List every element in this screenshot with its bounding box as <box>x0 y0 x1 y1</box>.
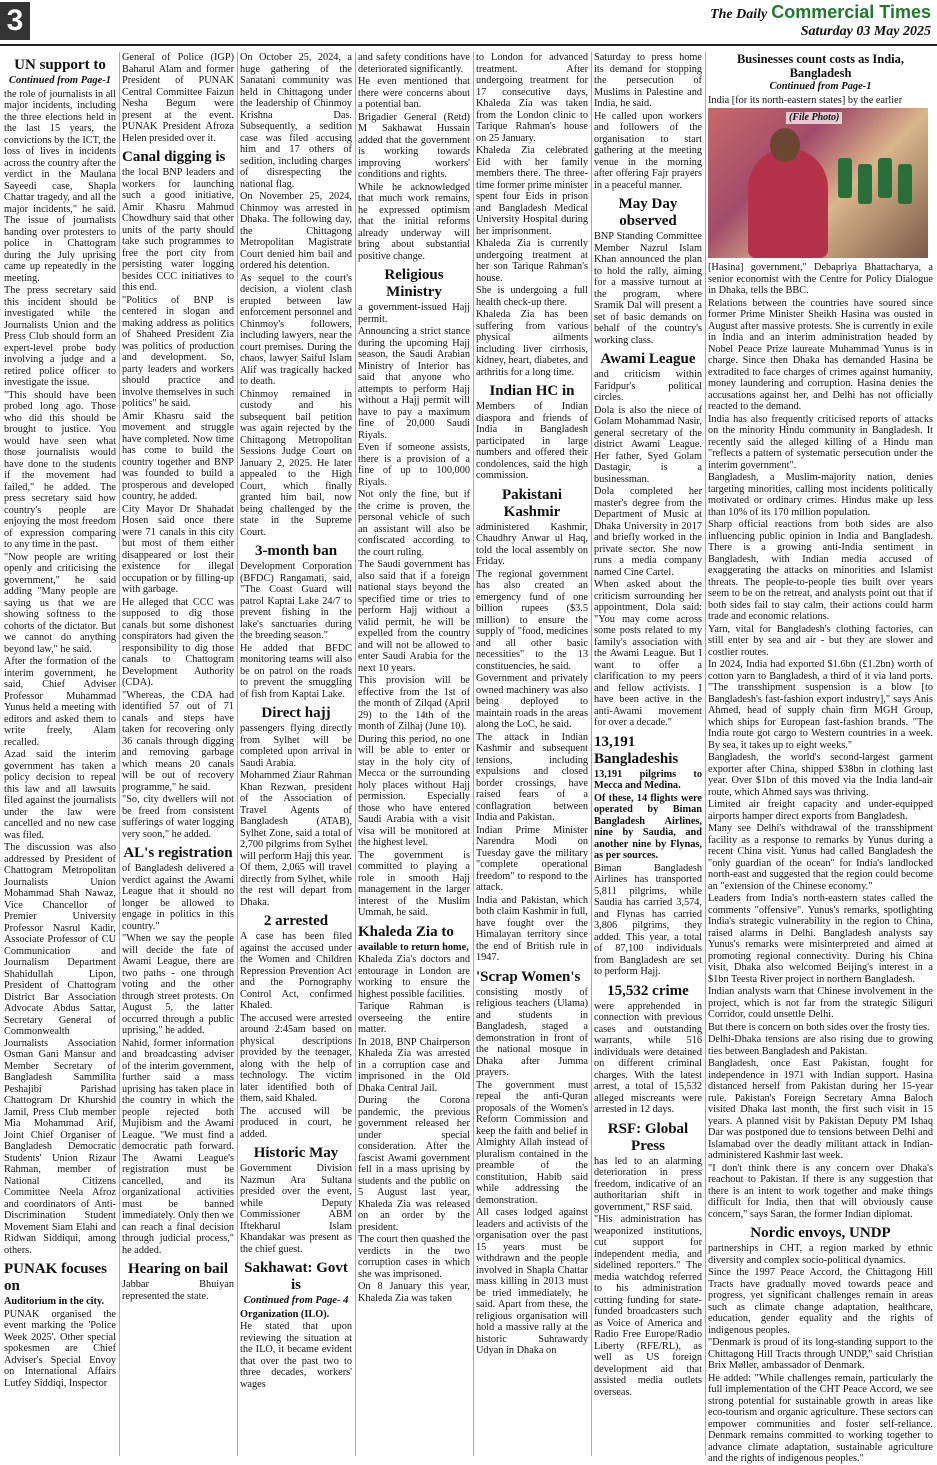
lead-line: Of these, 14 flights were operated by Biman Bangladesh Airlines, nine by Saudia, and another nine by Flynas, as per sources. <box>594 792 702 861</box>
paragraph: Indian analysts warn that Chinese involvement in the project, which is not far from the strategic Siliguri Corridor, could unsettle Delhi. <box>708 986 933 1020</box>
paragraph: The accused were arrested around 2:45am based on physical descriptions provided by the teenager, along with the help of technology. The victim later identified both of them, said Khaled. <box>240 1012 352 1104</box>
paragraph: Not only the fine, but if the crime is proven, the personal vehicle of such an assistant will also be confiscated according to the court ruling. <box>358 489 470 558</box>
yarn-spool <box>838 158 852 198</box>
article-photo <box>708 108 928 258</box>
paragraph: Announcing a strict stance during the upcoming Hajj season, the Saudi Arabian Ministry of Interior has said that anyone who attempts to perform Hajj without a Hajj permit will have to pay a maximum fine of 20,000 Saudi Riyals. <box>358 326 470 441</box>
paragraph: administered Kashmir, Chaudhry Anwar ul Haq, told the local assembly on Friday. <box>476 521 588 567</box>
paragraph: Khaleda Zia's doctors and entourage in London are working to ensure the highest possible facilities. <box>358 954 470 1000</box>
paragraph: the role of journalists in all major incidents, including the three elections held in the last 15 years, the convictions by the ICT, the loss of lives in incidents across the country after the verdict in the Maulana Sayeedi case, Shapla Chattar tragedy, and all the major incidents," he said. The issue of journalists handing over protesters to police in Chattogram during the July uprising came up repeatedly in the meeting. <box>4 88 116 284</box>
headline-businesses-count-costs: Businesses count costs as India, Bangladesh <box>736 52 905 80</box>
paragraph: After the formation of the interim government, he said, Chief Adviser Professor Muhammad Yunus held a meeting with editors and asked them to write freely, Alam recalled. <box>4 656 116 748</box>
paragraph: He called upon workers and followers of the organisation to start gathering at the meeting venue in the morning after offering Fajr prayers in a peaceful manner. <box>594 110 702 191</box>
paragraph: passengers flying directly from Sylhet will be completed upon arrival in Saudi Arabia. <box>240 723 352 769</box>
paragraph: In 2024, India had exported $1.6bn (£1.2bn) worth of cotton yarn to Bangladesh, a third of it via land ports. "The transshipment suspension is a blow [to Bangladesh's fast-fashion export industry]," says Anis Ahmed, head of supply chain firm MGH Group, which ships for European fast-fashion brands. "The India route got cargo to Western countries in a week. By sea, it takes up to eight weeks." <box>708 659 933 751</box>
column-divider <box>119 52 120 1456</box>
paragraph: Bangladesh, once East Pakistan, fought for independence in 1971 with Indian support. Hasina distanced herself from Pakistan during her 15-year rule. Pakistan's Foreign Secretary Amna Baloch visited Dhaka last month, the first such visit in 15 years. A planned visit by Pakistan Deputy PM Ishaq Dar was postponed due to tensions between Delhi and Islamabad over the deadly militant attack in Indian-administered Kashmir last week. <box>708 1058 933 1161</box>
headline-hearing-on-bail: Hearing on bail <box>127 1261 228 1277</box>
continued-note: Continued from Page-1 <box>8 75 112 86</box>
paragraph: Biman Bangladesh Airlines has transported 5,811 pilgrims, while Saudia has carried 3,574, and Flynas has carried 3,806 pilgrims, they added. This year, a total of 87,100 individuals from Bangladesh are set to perform Hajj. <box>594 862 702 977</box>
worker-head <box>770 128 800 162</box>
paragraph: Members of Indian diaspora and friends of India in Bangladesh participated in large numbers and offered their condolences, said the high commission. <box>476 401 588 481</box>
paragraph: India [for its north-eastern states] by the earlier <box>708 94 903 106</box>
paragraph: The attack in Indian Kashmir and subsequent tensions, including expulsions and closed border crossings, have raised fears of a conflagration between India and Pakistan. <box>476 731 588 823</box>
paper-title-block <box>710 2 931 40</box>
paragraph: [Hasina] government," Debapriya Bhattacharya, a senior economist with the Centre for Policy Dialogue in Dhaka, tells the BBC. <box>708 262 933 296</box>
yarn-spool <box>898 164 912 204</box>
paragraph: The accused will be produced in court, he added. <box>240 1105 352 1140</box>
lead-line: available to return home, <box>358 941 469 953</box>
paragraph: This provision will be effective from the 1st of the month of Zilqad (April 29) to the 14th of the month of Zilhaj (June 10). <box>358 675 470 732</box>
yarn-spool <box>858 164 872 204</box>
column-5 <box>476 52 588 1456</box>
paragraph: BNP Standing Committee Member Nazrul Islam Khan announced the plan to hold the rally, aiming for a massive turnout at the program, where Sramik Dal will present a set of basic demands on behalf of the country's working class. <box>594 231 702 346</box>
paragraph: Many see Delhi's withdrawal of the transshipment facility as a response to remarks by Yunus during a recent China visit. Yunus had called Bangladesh the "only guardian of the ocean" for India's landlocked north-east and suggested that the region could become an "extension of the Chinese economy." <box>708 823 933 892</box>
paragraph: The press secretary said this incident should be investigated while the Journalists Union and the Press Club should form an expert-level probe body involving a judge and a retired police officer to investigate the issue. <box>4 285 116 388</box>
column-7 <box>708 52 933 1464</box>
headline-2-arrested: 2 arrested <box>263 913 329 929</box>
paragraph: partnerships in CHT, a region marked by ethnic diversity and complex socio-political dynamics. <box>708 1243 933 1266</box>
paragraph: India and Pakistan, which both claim Kashmir in full, have fought over the Himalayan territory since the end of British rule in 1947. <box>476 894 588 963</box>
paragraph: "Whereas, the CDA had identified 57 out of 71 canals and steps have taken for recovering only 36 canals through digging and removing garbage which means 20 canals will be out of recovery programme," he said. <box>122 689 234 793</box>
headline-religious-ministry: Religious Ministry <box>384 267 444 300</box>
headline-3-month-ban: 3-month ban <box>254 543 338 559</box>
paragraph: The Saudi government has also said that if a foreign national stays beyond the specified time or tries to perform Hajj without a valid permit, he will be expelled from the country and will not be allowed to enter Saudi Arabia for the next 10 years. <box>358 559 470 674</box>
column-divider <box>473 52 474 1456</box>
paragraph: On 8 January this year, Khaleda Zia was taken <box>358 1281 470 1304</box>
paragraph: Even if someone assists, there is a provision of a fine of up to 100,000 Riyals. <box>358 442 470 488</box>
paragraph: Khaleda Zia has been suffering from various physical ailments including liver cirrhosis, kidney, heart, diabetes, and arthritis for a long time. <box>476 309 588 378</box>
paragraph: Sharp official reactions from both sides are also influencing public opinion in India and Bangladesh. There is a growing anti-India sentiment in Bangladesh, with Indian media accused of exaggerating the attacks on minorities and Islamist threats. The people-to-people ties built over years seem to be on the retreat, and analysts point out that if both sides fail to stay calm, their actions could harm trade and economic relations. <box>708 519 933 622</box>
paragraph: He added that BFDC monitoring teams will also be on patrol on the roads to prevent the smuggling of fish from Kaptai Lake. <box>240 642 352 700</box>
paragraph: of Bangladesh delivered a verdict against the Awami League that it should no longer be allowed to engage in politics in this country." <box>122 863 234 932</box>
paragraph: General of Police (IGP) Baharul Alam and former President of PUNAK Central Committee Faizun Nesha Begum were present at the event. PUNAK President Afroza Helen presided over it. <box>122 52 234 144</box>
paragraph: "This should have been probed long ago. Those who did this should be brought to justice. You would have seen what those journalists would have done to the students if the movement had failed," he added. The press secretary said how country's people are enjoying the most freedom of expression comparing to any time in the past. <box>4 389 116 550</box>
paragraph: He alleged that CCC was supposed to dig those canals but some dishonest conspirators had given the responsibility to dig those canals to Chattogram Development Authority (CDA). <box>122 596 234 688</box>
headline-rsf-global-press: RSF: Global Press <box>607 1120 689 1154</box>
column-divider <box>591 52 592 1456</box>
paper-name: Commercial Times <box>771 2 931 22</box>
paragraph: While he acknowledged that much work remains, he expressed optimism that the initial reforms already underway will bring about substantial positive change. <box>358 181 470 262</box>
paragraph: Delhi-Dhaka tensions are also rising due to growing ties between Bangladesh and Pakistan. <box>708 1034 933 1057</box>
paragraph: As sequel to the court's decision, a violent clash erupted between law enforcement personnel and Chinmoy's followers, including lawyers, near the court premises. During the chaos, lawyer Saiful Islam Alif was tragically hacked to death. <box>240 272 352 387</box>
paragraph: A case has been filed against the accused under the Women and Children Repression Prevention Act and the Pornography Control Act, confirmed Khaled. <box>240 931 352 1011</box>
headline-indian-hc: Indian HC in <box>489 383 575 399</box>
paragraph: The court then quashed the verdicts in the two corruption cases in which she was imprisoned. <box>358 1234 470 1280</box>
photo-caption: (File Photo) <box>786 112 842 124</box>
paragraph: Bangladesh, a Muslim-majority nation, denies targeting minorities, calling most incidents politically motivated or ordinary crimes. Hindus make up less than 10% of its 170 million population. <box>708 472 933 518</box>
paragraph: Mohammed Ziaur Rahman Khan Rezwan, president of the Association of Travel Agents of Bangladesh (ATAB), Sylhet Zone, said a total of 2,700 pilgrims from Sylhet will perform Hajj this year. Of them, 2,065 will travel directly from Sylhet, while the rest will depart from Dhaka. <box>240 770 352 908</box>
masthead <box>0 0 937 46</box>
headline-historic-may: Historic May <box>253 1145 339 1161</box>
column-3 <box>240 52 352 1456</box>
lead-line: 13,191 pilgrims to Mecca and Medina. <box>594 768 702 791</box>
headline-canal-digging: Canal digging is <box>122 149 226 165</box>
column-divider <box>705 52 706 1456</box>
paragraph: During the Corona pandemic, the previous government released her under special consideration. After the fascist Awami government fell in a mass uprising by students and the public on 5 August last year, Khaleda Zia was released on an order by the president. <box>358 1095 470 1233</box>
lead-line: Organization (ILO). <box>240 1308 330 1320</box>
headline-scrap-womens: 'Scrap Women's <box>476 968 581 985</box>
paragraph: Saturday to press home its demand for stopping the persecution of Muslims in Palestine and India, he said. <box>594 52 702 109</box>
paragraph: Government and privately owned machinery was also being deployed to maintain roads in the areas along the LoC, he said. <box>476 673 588 730</box>
paragraph: Dola completed her master's degree from the Department of Music at Dhaka University in 2017 and briefly worked in the private sector. She now runs a media company named Cine Cartel. <box>594 486 702 578</box>
paragraph: The discussion was also addressed by President of Chattogram Metropolitan Journalists Union Mohammad Shah Nawaz, Vice Chancellor of Premier University Professor Nasrul Kadir, Associate Professor of CU Communication and Journalism Department Shahidullah Lipon, President of Chattogram District Bar Association Advocate Abdus Sattar, Secretary General of Commonwealth Journalists Association Osman Gani Mansur and Member Secretary of Bangladesh Sammilita Peshajibi Parishad Chattogram Dr Khurshid Jamil, Press Club member Mia Mohammad Arif, Joint Chief Organiser of Bangladesh Democratic Students' Union Rizaur Rahman, member of National Citizens Committee Neela Afroz and coordinators of Anti-Discrimination Student Movement Siam Elahi and Ridwan Siddiqui, among others. <box>4 842 116 1256</box>
paragraph: City Mayor Dr Shahadat Hosen said once there were 71 canals in this city but most of them either disappeared or lost their existence for illegal occupation or by filling-up with garbage. <box>122 503 234 595</box>
paragraph: "His administration has weaponized institutions, cut support for independent media, and sidelined reporters." The media watchdog referred to his administration cutting funding for state-funded broadcasters such as Voice of America and Radio Free Europe/Radio Liberty (RFE/RL), as well as US foreign development aid that assisted media outlets overseas. <box>594 1214 702 1398</box>
paragraph: Limited air freight capacity and under-equipped airports hamper direct exports from Bangladesh. <box>708 799 933 822</box>
column-2 <box>122 52 234 1456</box>
yarn-spool <box>878 158 892 198</box>
paragraph: Relations between the countries have soured since former Prime Minister Sheikh Hasina was ousted in August after massive protests. She is currently in exile in India and an interim administration headed by Nobel Peace Prize laureate Muhammad Yunus is in charge. Since then Dhaka has demanded Hasina be extradited to face charges of crimes against humanity, money laundering and corruption. Hasina denies the accusations against her, and Delhi has not officially reacted to the demand. <box>708 297 933 412</box>
headline-nordic-envoys: Nordic envoys, UNDP <box>750 1225 891 1241</box>
paragraph: He even mentioned that there were concerns about a potential ban. <box>358 76 470 110</box>
paragraph: He stated that upon reviewing the situation at the ILO, it became evident that over the past two to three decades, workers' wages <box>240 1321 352 1390</box>
headline-punak: PUNAK focuses on <box>4 1261 107 1294</box>
masthead-rule <box>0 44 937 46</box>
column-divider <box>237 52 238 1456</box>
column-4 <box>358 52 470 1456</box>
paragraph: a government-issued Hajj permit. <box>358 302 470 325</box>
worker-figure <box>748 148 828 258</box>
headline-15532-crime: 15,532 crime <box>607 982 689 999</box>
paragraph: Since the 1997 Peace Accord, the Chittagong Hill Tracts have gradually moved towards peace and progress, yet significant challenges remain in areas such as climate change adaptation, healthcare, education, gender equality and the rights of indigenous peoples. <box>708 1267 933 1336</box>
paragraph: Bangladesh, the world's second-largest garment exporter after China, shipped $38bn in clothing last year. Over $1bn of this moved via the India land-air route, which Ahmed says was thriving. <box>708 752 933 798</box>
paragraph: On October 25, 2024, a huge gathering of the Sanatani community was held in Chittagong under the leadership of Chinmoy Krishna Das. Subsequently, a sedition case was filed accusing him and 17 others of sedition, including charges of disrespecting the national flag. <box>240 52 352 190</box>
headline-khaleda-zia: Khaleda Zia to <box>358 923 454 940</box>
paragraph: Development Corporation (BFDC) Rangamati, said, "The Coast Guard will patrol Kaptai Lake 24/7 to prevent fishing in the lake's sanctuaries during the breeding season." <box>240 561 352 641</box>
paragraph: Amir Khasru said the movement and struggle have completed. Now time has come to build the country together and BNP was founded to build a prosperous and developed country, he added. <box>122 410 234 502</box>
paragraph: to London for advanced treatment. After undergoing treatment for 17 consecutive days, Khaleda Zia was taken from the London clinic to Tarique Rahman's house on 25 January. <box>476 52 588 144</box>
paragraph: The government is committed to playing a role in smooth Hajj management in the larger interest of the Muslim Ummah, he said. <box>358 849 470 918</box>
paragraph: has led to an alarming deterioration in press freedom, indicative of an authoritarian shift in government," RSF said. <box>594 1155 702 1213</box>
continued-note: Continued from Page- 4 <box>243 1295 349 1306</box>
paragraph: were apprehended in connection with previous cases and outstanding warrants, while 516 individuals were detained on different criminal charges. With the latest arrest, a total of 15,532 alleged miscreants were arrested in 12 days. <box>594 1000 702 1115</box>
headline-sakhawat: Sakhawat: Govt is <box>244 1260 348 1293</box>
paragraph: Dola is also the niece of Golam Mohammad Nasir, general secretary of the district Awami League. Her father, Syed Golam Dastagir, is a businessman. <box>594 404 702 485</box>
paragraph: Government Division Nazmun Ara Sultana presided over the event, while Deputy Commissioner ABM Iftekharul Islam Khandakar was present as the chief guest. <box>240 1163 352 1255</box>
paragraph: Azad said the interim government has taken a policy decision to repeal this law and all lawsuits filed against the journalists under the law were cancelled and no new case was filed. <box>4 749 116 841</box>
issue-date: Saturday 03 May 2025 <box>800 24 931 39</box>
paragraph: Khaleda Zia is currently undergoing treatment at her son Tarique Rahman's house. <box>476 238 588 284</box>
paragraph: consisting mostly of religious teachers (Ulama) and students in Bangladesh, staged a demonstration in front of the national mosque in Dhaka after Jumma prayers. <box>476 986 588 1078</box>
paragraph: Khaleda Zia celebrated Eid with her family members there. The three-time former prime minister spent four Eids in prison and Bangladesh Medical University Hospital during her imprisonment. <box>476 145 588 237</box>
page-number: 3 <box>0 2 30 40</box>
paragraph: The regional government has also created an emergency fund of one billion rupees ($3.5 million) to ensure the supply of "food, medicines and all other basic necessities" to the 13 constituencies, he said. <box>476 568 588 672</box>
paragraph: "When we say the people will decide the fate of Awami League, there are two paths - one through voting and the other through street protests. On August 5, the latter occurred through a public uprising," he added. <box>122 933 234 1036</box>
paragraph: All cases lodged against leaders and activists of the organisation over the past 15 years must be withdrawn and the people involved in Shapla Chattar mass killing in 2013 must be tried immediately, he said. Apart from these, the religious organisation will hold a massive rally at the historic Suhrawardy Udyan in Dhaka on <box>476 1207 588 1356</box>
paragraph: When asked about the criticism surrounding her appointment, Dola said: "You may come across some posts related to my family's association with the Awami League. But I want to offer a clarification to my peers and fellow activists. I have been active in the anti-Awami movement for over a decade." <box>594 579 702 728</box>
paragraph: Jabbar Bhuiyan represented the state. <box>122 1279 234 1302</box>
headline-un-support: UN support to <box>14 57 106 73</box>
paragraph: "Denmark is proud of its long-standing support to the Chittagong Hill Tracts through UNDP," said Christian Brix Møller, ambassador of Denmark. <box>708 1337 933 1371</box>
headline-awami-league: Awami League <box>600 351 696 367</box>
paragraph: She is undergoing a full health check-up there. <box>476 285 588 308</box>
continued-note: Continued from Page-1 <box>769 81 872 92</box>
paragraph: "So, city dwellers will not be freed from consistent sufferings of water logging very soon," he added. <box>122 794 234 840</box>
paragraph: and safety conditions have deteriorated significantly. <box>358 52 470 75</box>
paragraph: On November 25, 2024, Chinmoy was arrested in Dhaka. The following day, the Chittagong Metropolitan Magistrate Court denied him bail and ordered his detention. <box>240 191 352 271</box>
paragraph: India has also frequently criticised reports of attacks on the minority Hindu community in Bangladesh. It recently said the alleged killing of a Hindu man "reflects a pattern of systematic persecution under the interim government". <box>708 413 933 471</box>
paragraph: the local BNP leaders and workers for launching such a good initiative, Amir Khasru Mahmud Chowdhury said that other units of the party should take such programmes to free the port city from persisting water logging besides CCC initiatives to this end. <box>122 167 234 293</box>
paragraph: Tarique Rahman is overseeing the entire matter. <box>358 1001 470 1035</box>
column-6 <box>594 52 702 1456</box>
paragraph: Chinmoy remained in custody and his subsequent bail petition was again rejected by the Chittagong Metropolitan Sessions Judge Court on January 2, 2025. He later appealed to the High Court, which finally granted him bail, now being challenged by the state in the Supreme Court. <box>240 388 352 538</box>
lead-line: Auditorium in the city. <box>4 1296 105 1307</box>
paragraph: He added: "While challenges remain, particularly the full implementation of the CHT Peace Accord, we see strong potential for sustainable growth in areas like eco-tourism and organic agriculture. These sectors can empower communities and foster self-reliance. Denmark remains committed to working together to advance climate adaptation, sustainable agriculture and the rights of indigenous peoples." <box>708 1372 933 1464</box>
paragraph: and criticism within Faridpur's political circles. <box>594 369 702 403</box>
headline-13191-bangladeshis: 13,191 Bangladeshis <box>594 733 679 767</box>
paragraph: Nahid, former information and broadcasting adviser of the interim government, further said a mass uprising has taken place in the country in which the people rejected both Mujibism and the Awami League. "We must find a democratic path forward. The Awami League's registration must be cancelled, and its organizational activities must be banned immediately. Only then we can reach a final decision through judicial process," he added. <box>122 1037 234 1256</box>
headline-pakistani-kashmir: Pakistani Kashmir <box>501 486 562 520</box>
column-divider <box>355 52 356 1456</box>
paragraph: Brigadier General (Retd) M Sakhawat Hussain added that the government is working towards improving workers' conditions and rights. <box>358 111 470 180</box>
paragraph: "Now people are writing openly and criticising the government," he said adding "Many people are saying us that we are showing softness to the cohorts of the dictator. But we cannot do anything beyond law," he said. <box>4 551 116 655</box>
paragraph: PUNAK organised the event marking the 'Police Week 2025'. Other special spokesmen are Chief Adviser's Special Envoy on International Affairs Lutfey Siddiqi, Inspector <box>4 1308 116 1389</box>
paragraph: During this period, no one will be able to enter or stay in the holy city of Mecca or the surrounding holy places without Hajj permission. Especially those who have entered Saudi Arabia with a visit visa will be monitored at the highest level. <box>358 733 470 848</box>
paragraph: "Politics of BNP is centered in slogan and making address as politics of Shaheed President Zia was politics of production and development. So, party leaders and workers should practice and involve themselves in such politics" he said. <box>122 294 234 409</box>
headline-direct-hajj: Direct hajj <box>261 705 331 721</box>
column-1 <box>4 52 116 1456</box>
paper-the: The Daily <box>710 7 768 22</box>
paragraph: But there is concern on both sides over the frosty ties. <box>708 1021 930 1033</box>
headline-al-registration: AL's registration <box>123 845 233 861</box>
paragraph: Leaders from India's north-eastern states called the comments "offensive". Yunus's remarks, spotlighting India's strategic vulnerability in the region to China, raised alarms in Delhi. Bangladesh analysts say Yunus's remarks were misinterpreted and aimed at promoting regional connectivity. During his China visit, Dhaka also welcomed Beijing's interest in a $1bn Teesta River project in northern Bangladesh. <box>708 893 933 985</box>
paragraph: "I don't think there is any concern over Dhaka's reachout to Pakistan. If there is any suggestion that there is an intent to work together and make things difficult for India, then that will obviously cause concern," says Saran, the former Indian diplomat. <box>708 1162 933 1220</box>
paragraph: The government must repeal the anti-Quran proposals of the Women's Reform Commission and keep the faith and belief in Almighty Allah instead of pluralism contained in the preamble of the constitution, Habib said while addressing the demonstration. <box>476 1079 588 1206</box>
paragraph: Indian Prime Minister Narendra Modi on Tuesday gave the military "complete operational freedom" to respond to the attack. <box>476 824 588 893</box>
headline-may-day: May Day observed <box>618 196 678 229</box>
paragraph: In 2018, BNP Chairperson Khaleda Zia was arrested in a corruption case and imprisoned in the Old Dhaka Central Jail. <box>358 1036 470 1094</box>
paragraph: Yarn, vital for Bangladesh's clothing factories, can still enter by sea and air - but they are slower and costlier routes. <box>708 623 933 658</box>
